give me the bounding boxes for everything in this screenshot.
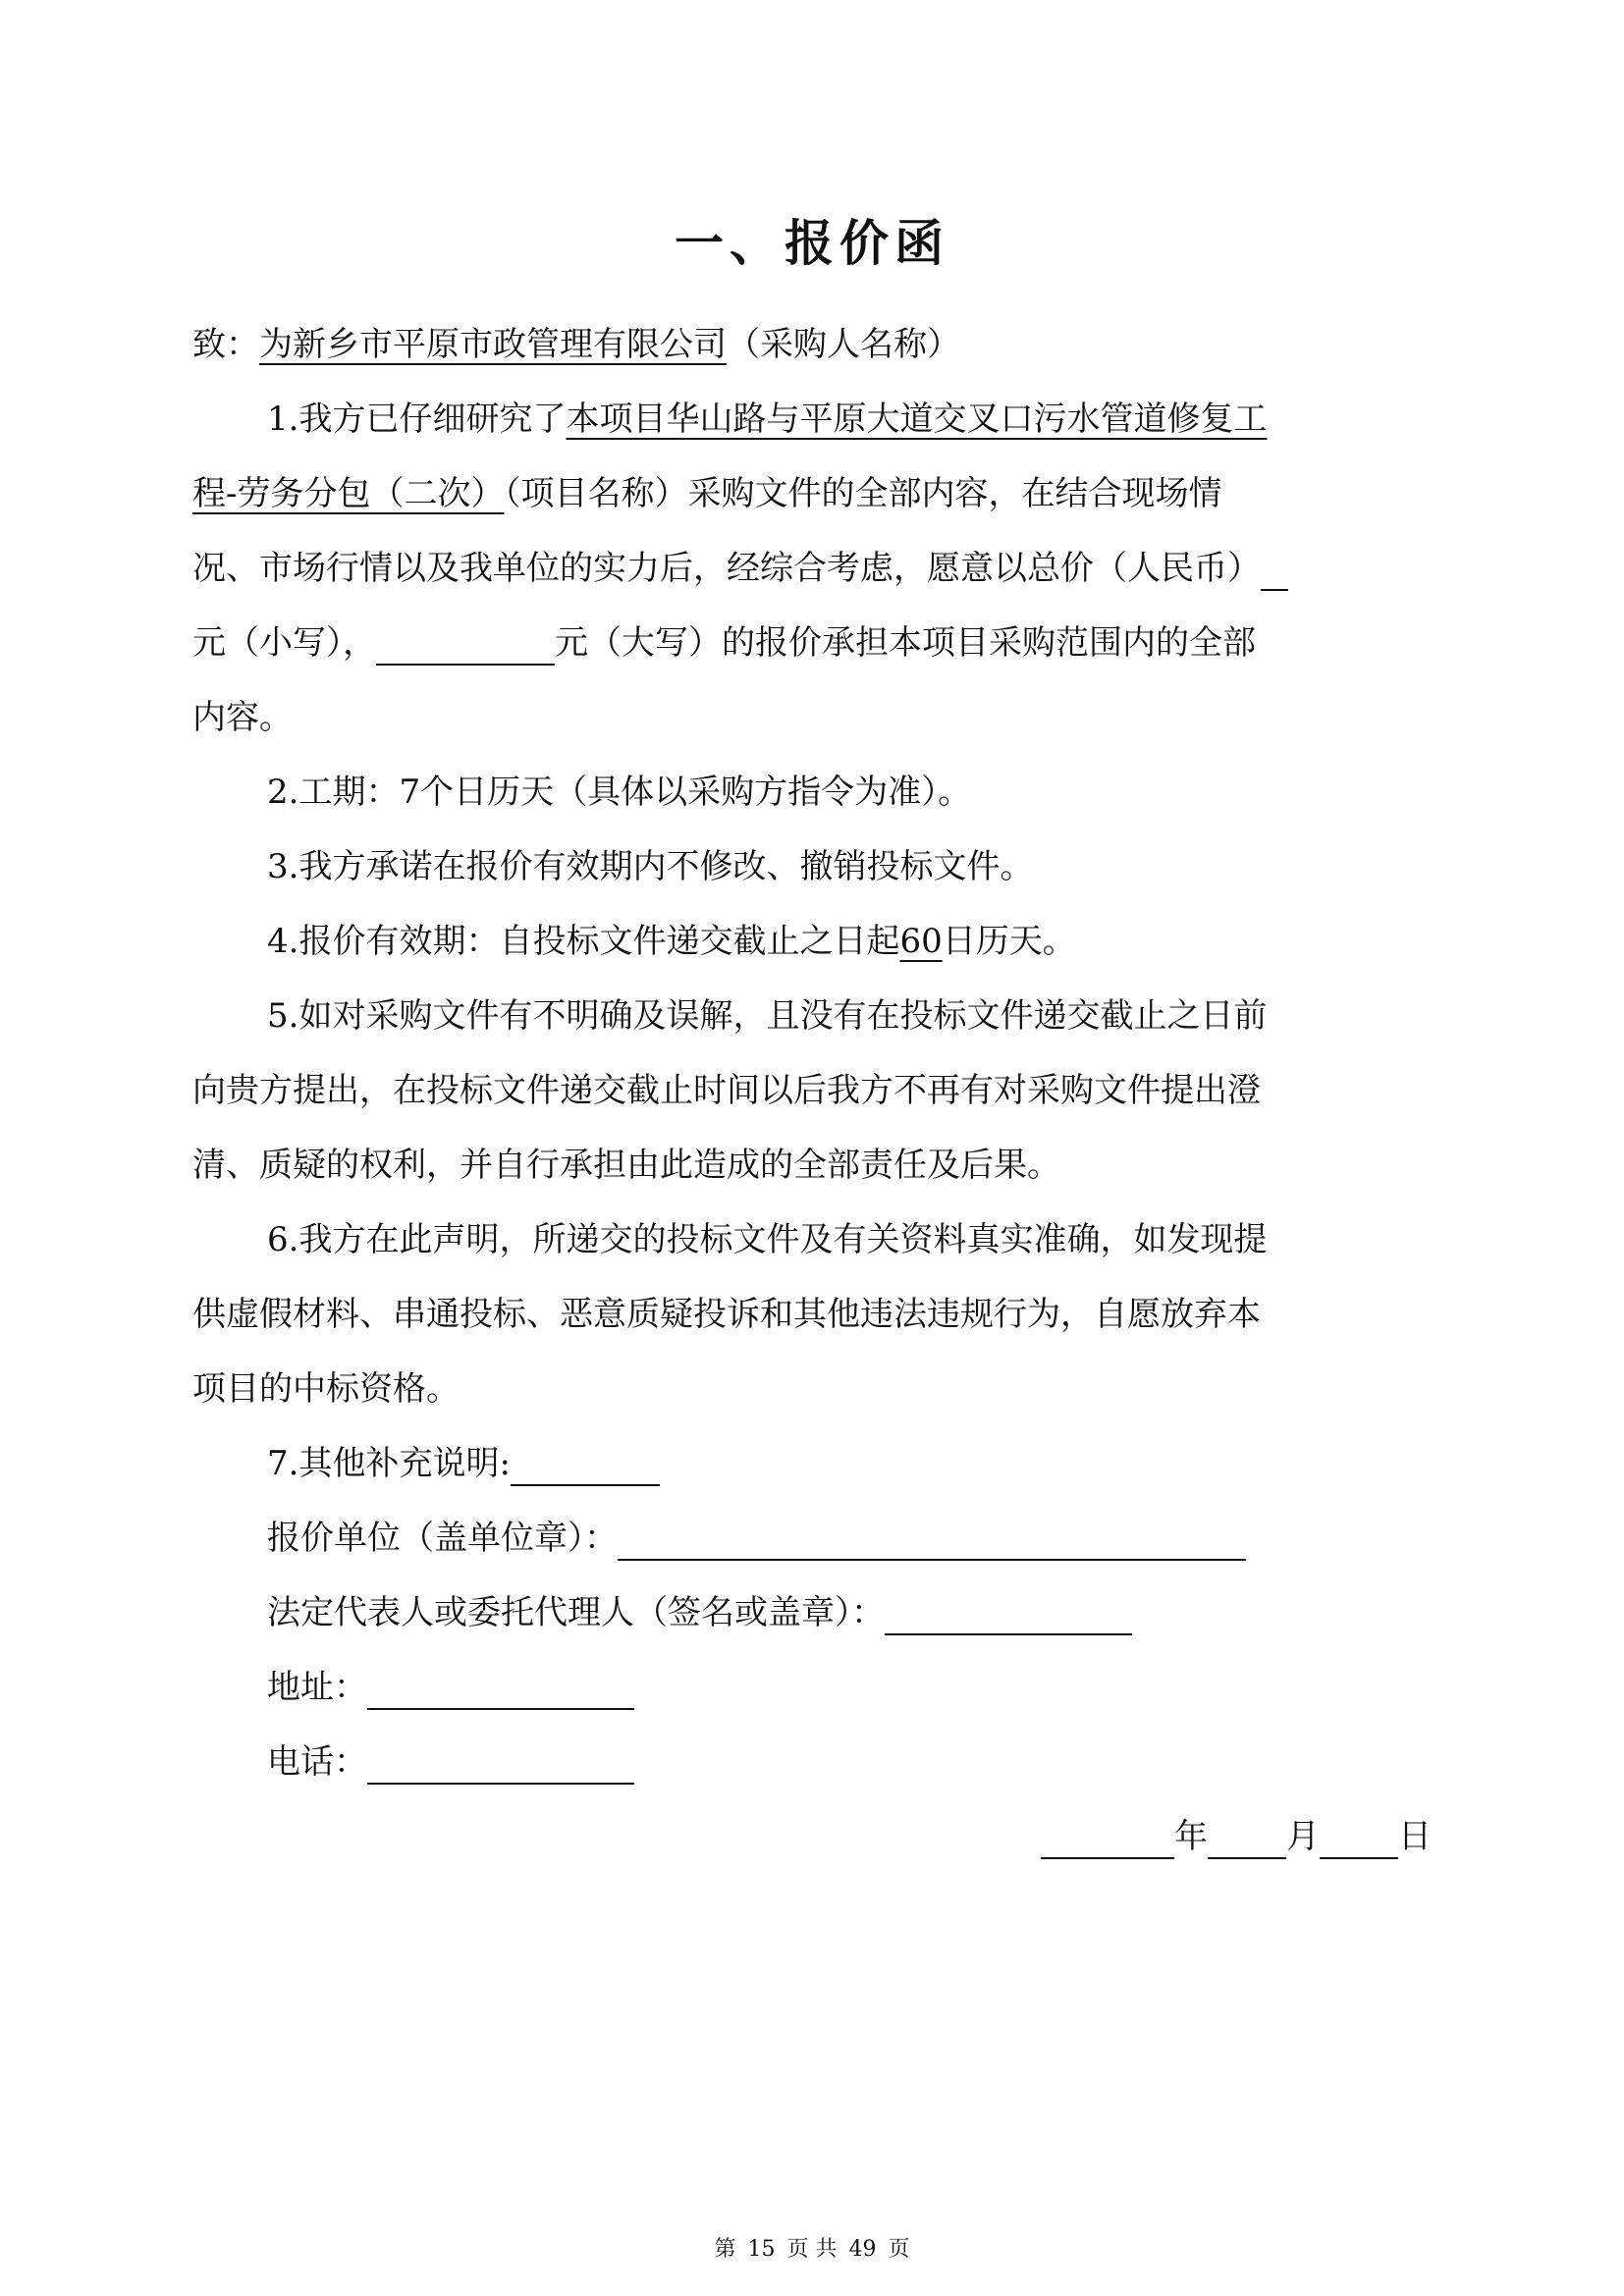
item-1-line-4-a: 元（小写）， xyxy=(192,623,376,663)
price-words-blank[interactable] xyxy=(376,624,555,666)
item-1-line-3-text: 况、市场行情以及我单位的实力后，经综合考虑，愿意以总价（人民币） xyxy=(192,549,1261,588)
unit-label: 报价单位（盖单位章）： xyxy=(267,1519,618,1558)
item-6-line-1: 6.我方在此声明，所递交的投标文件及有关资料真实准确，如发现提 xyxy=(267,1220,1268,1259)
footer-suffix: 页 xyxy=(888,2237,910,2262)
item-7 xyxy=(192,1426,1432,1501)
item-4 xyxy=(192,904,1432,979)
unit-blank[interactable] xyxy=(618,1520,1246,1561)
item-1-line-4-b: 元（大写）的报价承担本项目采购范围内的全部 xyxy=(555,623,1256,663)
addressee-prefix: 致： xyxy=(192,325,259,364)
month-blank[interactable] xyxy=(1208,1818,1286,1859)
item-1-line-5: 内容。 xyxy=(192,698,293,737)
price-figures-blank[interactable] xyxy=(1261,550,1288,591)
item-1-line-4 xyxy=(192,606,1432,680)
page-footer xyxy=(0,2235,1624,2265)
year-blank[interactable] xyxy=(1041,1818,1174,1859)
date-line xyxy=(192,1799,1432,1874)
supplement-blank[interactable] xyxy=(511,1445,660,1486)
day-blank[interactable] xyxy=(1320,1818,1398,1859)
page-title: 一、报价函 xyxy=(675,215,949,272)
item-4-a: 4.报价有效期：自投标文件递交截止之日起 xyxy=(267,922,900,961)
address-blank[interactable] xyxy=(367,1669,634,1710)
footer-total-pages: 49 xyxy=(848,2237,877,2262)
representative-line xyxy=(192,1575,1432,1650)
day-label: 日 xyxy=(1398,1817,1432,1856)
addressee-suffix: （采购人名称） xyxy=(727,325,960,364)
item-3: 3.我方承诺在报价有效期内不修改、撤销投标文件。 xyxy=(267,847,1034,886)
item-6-line-2: 供虚假材料、串通投标、恶意质疑投诉和其他违法违规行为，自愿放弃本 xyxy=(192,1295,1261,1334)
item-2: 2.工期：7个日历天（具体以采购方指令为准）。 xyxy=(267,773,972,812)
item-1-line-1 xyxy=(192,382,1432,456)
project-name-part-2: 程-劳务分包（二次） xyxy=(192,474,505,513)
item-1-line-2 xyxy=(192,456,1432,531)
representative-label: 法定代表人或委托代理人（签名或盖章）： xyxy=(267,1593,885,1632)
year-label: 年 xyxy=(1174,1817,1208,1856)
phone-blank[interactable] xyxy=(367,1743,634,1785)
validity-days: 60 xyxy=(899,922,943,961)
item-5-line-2: 向贵方提出，在投标文件递交截止时间以后我方不再有对采购文件提出澄 xyxy=(192,1071,1261,1110)
phone-label: 电话： xyxy=(267,1742,367,1782)
letter-body xyxy=(192,307,1432,1874)
addressee-company: 为新乡市平原市政管理有限公司 xyxy=(259,325,727,364)
item-7-label: 7.其他补充说明: xyxy=(267,1444,511,1483)
item-1-line-3 xyxy=(192,531,1432,606)
address-line xyxy=(192,1650,1432,1725)
footer-mid: 页 共 xyxy=(786,2237,838,2262)
footer-prefix: 第 xyxy=(714,2237,736,2262)
item-1-after-project: （项目名称）采购文件的全部内容，在结合现场情 xyxy=(504,474,1222,513)
item-5-line-3: 清、质疑的权利，并自行承担由此造成的全部责任及后果。 xyxy=(192,1146,1060,1185)
item-5-line-1: 5.如对采购文件有不明确及误解，且没有在投标文件递交截止之日前 xyxy=(267,996,1268,1036)
address-label: 地址： xyxy=(267,1668,367,1707)
addressee-line xyxy=(192,307,1432,382)
footer-page-number: 15 xyxy=(747,2237,776,2262)
item-4-b: 日历天。 xyxy=(942,922,1076,961)
item-1-lead: 1.我方已仔细研究了 xyxy=(267,400,567,439)
month-label: 月 xyxy=(1286,1817,1320,1856)
project-name-part-1: 本项目华山路与平原大道交叉口污水管道修复工 xyxy=(566,400,1268,439)
representative-blank[interactable] xyxy=(885,1594,1132,1635)
unit-line xyxy=(192,1501,1432,1575)
phone-line xyxy=(192,1725,1432,1799)
item-6-line-3: 项目的中标资格。 xyxy=(192,1369,460,1409)
